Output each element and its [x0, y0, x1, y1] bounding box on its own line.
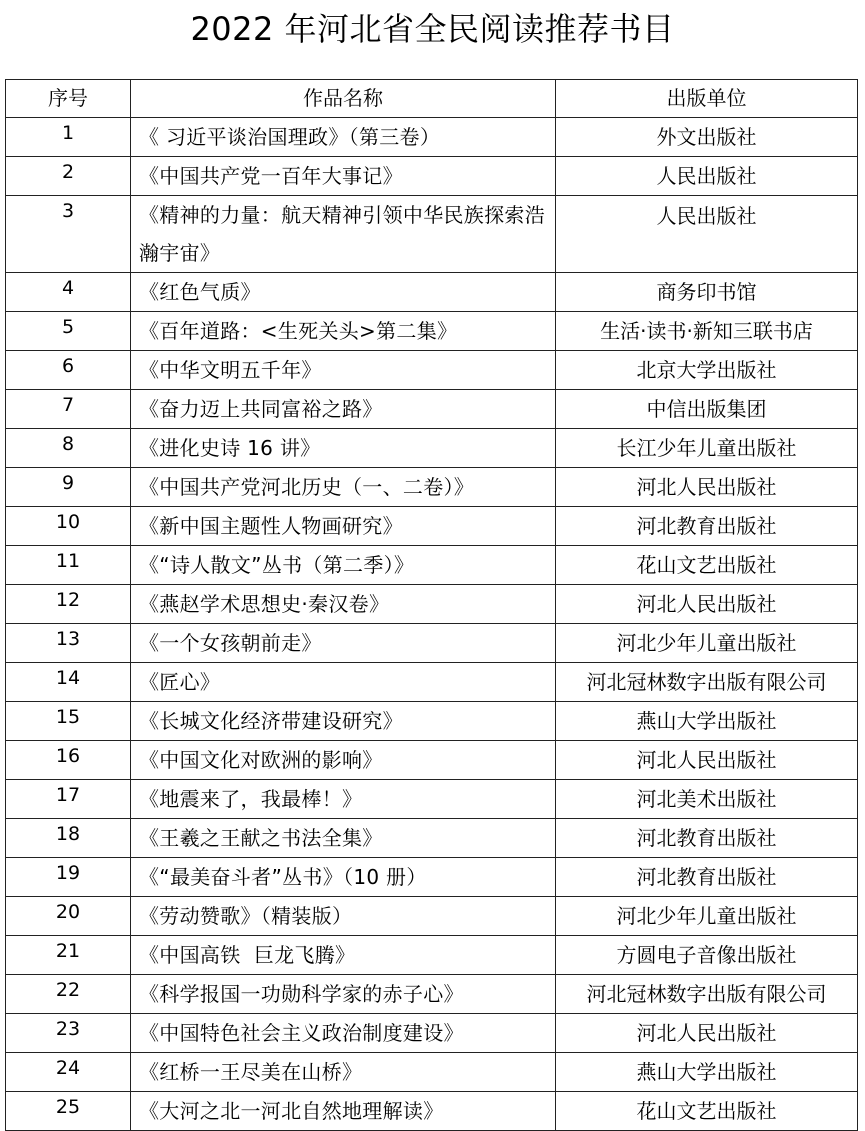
table-row [6, 196, 858, 273]
row-number: 15 [6, 702, 131, 741]
book-title: 《中国文化对欧洲的影响》 [131, 741, 556, 780]
book-title: 《红桥一王尽美在山桥》 [131, 1053, 556, 1092]
publisher: 河北冠林数字出版有限公司 [556, 663, 858, 702]
table-row [6, 975, 858, 1014]
table-row [6, 624, 858, 663]
row-number: 13 [6, 624, 131, 663]
publisher: 河北人民出版社 [556, 585, 858, 624]
table-row [6, 663, 858, 702]
publisher: 河北少年儿童出版社 [556, 897, 858, 936]
row-number: 19 [6, 858, 131, 897]
publisher: 河北人民出版社 [556, 1014, 858, 1053]
publisher: 方圆电子音像出版社 [556, 936, 858, 975]
book-title: 《中国共产党一百年大事记》 [131, 157, 556, 196]
publisher: 河北美术出版社 [556, 780, 858, 819]
publisher: 河北教育出版社 [556, 858, 858, 897]
publisher: 燕山大学出版社 [556, 1053, 858, 1092]
table-row [6, 468, 858, 507]
header-serial-number: 序号 [6, 80, 131, 118]
header-publisher: 出版单位 [556, 80, 858, 118]
page-title: 2022 年河北省全民阅读推荐书目 [190, 10, 675, 48]
table-row [6, 351, 858, 390]
row-number: 6 [6, 351, 131, 390]
table-row [6, 819, 858, 858]
book-title: 《劳动赞歌》（精装版） [131, 897, 556, 936]
row-number: 8 [6, 429, 131, 468]
row-number: 21 [6, 936, 131, 975]
book-title: 《 习近平谈治国理政》（第三卷） [131, 118, 556, 157]
table-row [6, 585, 858, 624]
row-number: 12 [6, 585, 131, 624]
row-number: 25 [6, 1092, 131, 1131]
book-title: 《“最美奋斗者”丛书》（10 册） [131, 858, 556, 897]
book-title: 《燕赵学术思想史·秦汉卷》 [131, 585, 556, 624]
table-row [6, 858, 858, 897]
book-title: 《一个女孩朝前走》 [131, 624, 556, 663]
row-number: 2 [6, 157, 131, 196]
publisher: 河北少年儿童出版社 [556, 624, 858, 663]
publisher: 长江少年儿童出版社 [556, 429, 858, 468]
publisher: 河北人民出版社 [556, 741, 858, 780]
book-title: 《长城文化经济带建设研究》 [131, 702, 556, 741]
row-number: 10 [6, 507, 131, 546]
row-number: 24 [6, 1053, 131, 1092]
book-title: 《红色气质》 [131, 273, 556, 312]
table-row [6, 702, 858, 741]
table-row [6, 157, 858, 196]
book-title: 《大河之北一河北自然地理解读》 [131, 1092, 556, 1131]
row-number: 4 [6, 273, 131, 312]
book-title: 《科学报国一功勋科学家的赤子心》 [131, 975, 556, 1014]
row-number: 1 [6, 118, 131, 157]
book-title: 《新中国主题性人物画研究》 [131, 507, 556, 546]
publisher: 中信出版集团 [556, 390, 858, 429]
row-number: 18 [6, 819, 131, 858]
book-title: 《中国高铁 巨龙飞腾》 [131, 936, 556, 975]
publisher: 外文出版社 [556, 118, 858, 157]
row-number: 17 [6, 780, 131, 819]
book-title: 《百年道路：<生死关头>第二集》 [131, 312, 556, 351]
row-number: 7 [6, 390, 131, 429]
row-number: 23 [6, 1014, 131, 1053]
header-work-name: 作品名称 [131, 80, 556, 118]
table-row [6, 1092, 858, 1131]
table-row [6, 312, 858, 351]
table-row [6, 936, 858, 975]
table-row [6, 897, 858, 936]
book-title: 《匠心》 [131, 663, 556, 702]
row-number: 3 [6, 196, 131, 273]
table-row [6, 741, 858, 780]
table-row [6, 429, 858, 468]
publisher: 河北教育出版社 [556, 819, 858, 858]
table-row [6, 507, 858, 546]
publisher: 生活·读书·新知三联书店 [556, 312, 858, 351]
table-row [6, 546, 858, 585]
row-number: 14 [6, 663, 131, 702]
table-row [6, 1053, 858, 1092]
book-title: 《中国共产党河北历史（一、二卷）》 [131, 468, 556, 507]
row-number: 9 [6, 468, 131, 507]
publisher: 河北人民出版社 [556, 468, 858, 507]
publisher: 河北冠林数字出版有限公司 [556, 975, 858, 1014]
publisher: 花山文艺出版社 [556, 1092, 858, 1131]
book-title: 《精神的力量：航天精神引领中华民族探索浩瀚宇宙》 [131, 196, 556, 273]
row-number: 5 [6, 312, 131, 351]
book-list-table [5, 79, 858, 1131]
book-title: 《进化史诗 16 讲》 [131, 429, 556, 468]
row-number: 20 [6, 897, 131, 936]
book-title: 《中华文明五千年》 [131, 351, 556, 390]
table-header-row [6, 80, 858, 118]
publisher: 北京大学出版社 [556, 351, 858, 390]
publisher: 人民出版社 [556, 196, 858, 273]
table-row [6, 118, 858, 157]
book-title: 《王羲之王献之书法全集》 [131, 819, 556, 858]
table-row [6, 1014, 858, 1053]
table-row [6, 780, 858, 819]
publisher: 花山文艺出版社 [556, 546, 858, 585]
book-title: 《奋力迈上共同富裕之路》 [131, 390, 556, 429]
publisher: 商务印书馆 [556, 273, 858, 312]
row-number: 22 [6, 975, 131, 1014]
row-number: 11 [6, 546, 131, 585]
publisher: 人民出版社 [556, 157, 858, 196]
book-title: 《地震来了，我最棒！》 [131, 780, 556, 819]
publisher: 河北教育出版社 [556, 507, 858, 546]
table-row [6, 390, 858, 429]
publisher: 燕山大学出版社 [556, 702, 858, 741]
book-title: 《“诗人散文”丛书（第二季）》 [131, 546, 556, 585]
table-row [6, 273, 858, 312]
row-number: 16 [6, 741, 131, 780]
book-title: 《中国特色社会主义政治制度建设》 [131, 1014, 556, 1053]
